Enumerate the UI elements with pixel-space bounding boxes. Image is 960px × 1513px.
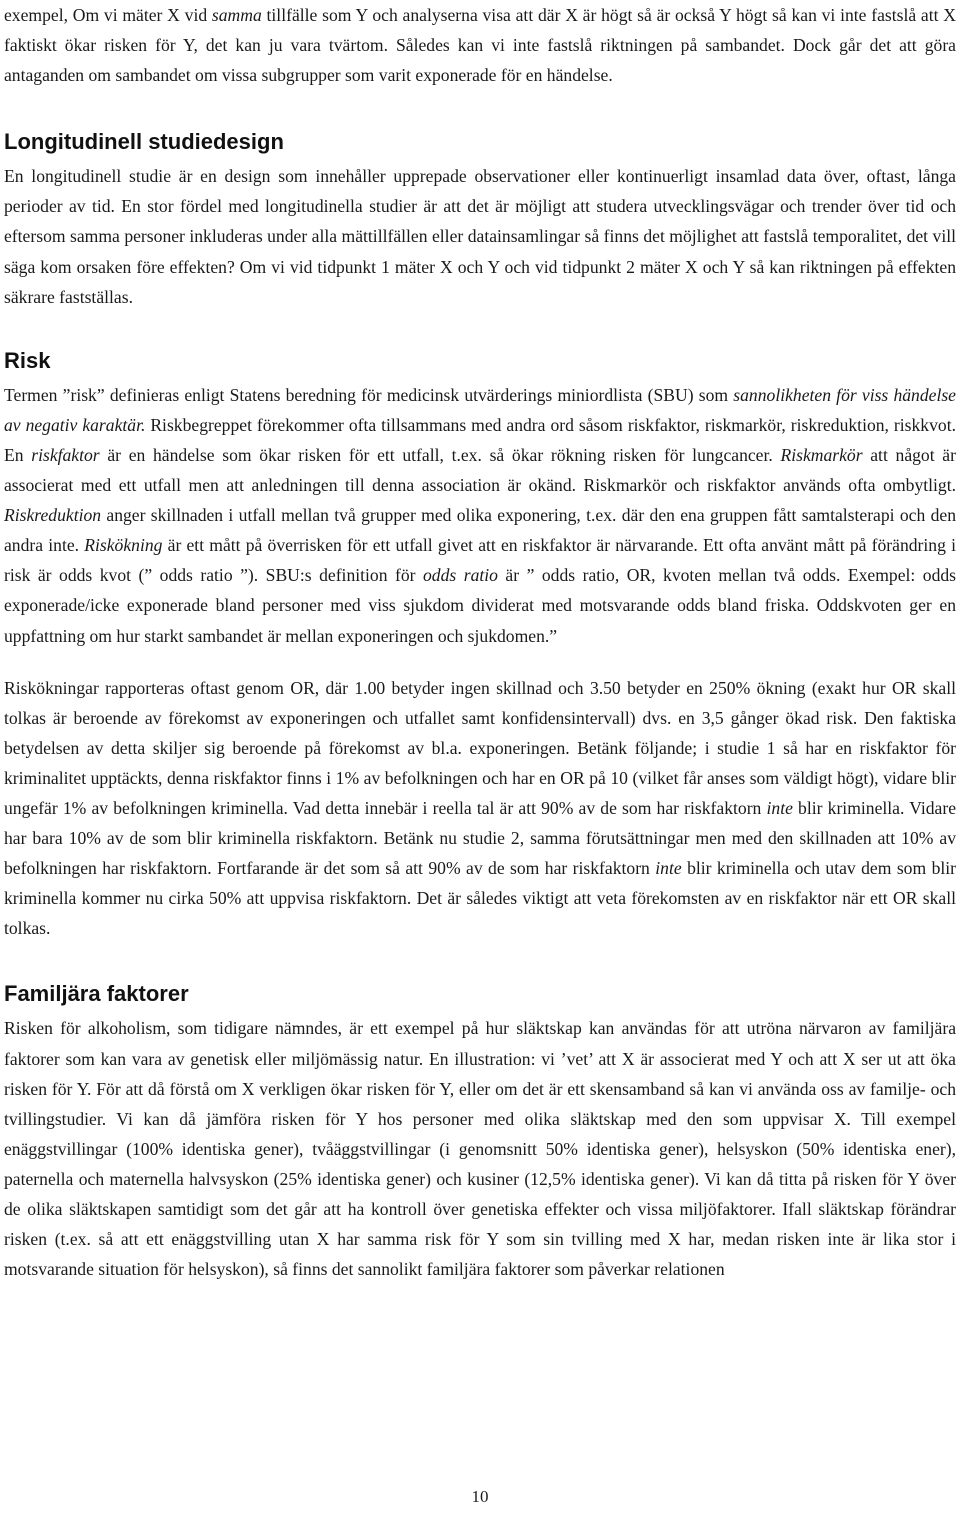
emphasis-riskokning: Riskökning [84,535,163,556]
risk-paragraph-2 [4,673,956,944]
emphasis-definition: sannolikheten för viss händelse av negativ karaktär. [4,384,956,435]
text-run: är ” odds ratio, OR, kvoten mellan två odds. Exempel: odds exponerade/icke exponerade bland personer med viss sjukdom dividerat med motsvarande odds bland friska. Oddskvoten ger en uppfattning om hur starkt sambandet är mellan exponeringen och sjukdomen.” [4,565,957,646]
heading-risk: Risk [4,347,51,373]
text-run: anger skillnaden i utfall mellan två grupper med olika exponering, t.ex. där den ena gruppen fått samtalsterapi och den andra inte. [4,505,956,556]
heading-longitudinal: Longitudinell studiedesign [4,129,284,155]
emphasis-riskfaktor: riskfaktor [31,444,100,465]
text-run: Riskökningar rapporteras oftast genom OR, där 1.00 betyder ingen skillnad och 3.50 betyder en 250% ökning (exakt hur OR skall tolkas är beroende av förekomst av exponeringen och utfallet samt konfidensintervall) dvs. en 3,5 gånger ökad risk. Den faktiska betydelsen av detta skiljer sig beroende på förekomst av bl.a. exponeringen. Betänk följande; i studie 1 så har en riskfaktor för kriminalitet upptäckts, denna riskfaktor finns i 1% av befolkningen och har en OR på 10 (vilket får anses som väldigt högt), vidare blir ungefär 1% av befolkningen kriminella. Vad detta innebär i reella tal är att 90% av de som har riskfaktorn [4,677,956,818]
risk-paragraph-1 [4,380,956,651]
emphasis-riskreduktion: Riskreduktion [4,505,102,526]
emphasis-odds-ratio: odds ratio [423,565,498,586]
longitudinal-paragraph: En longitudinell studie är en design som innehåller upprepade observationer eller kontinuerligt insamlad data över, oftast, långa perioder av tid. En stor fördel med longitudinella studier är att det är möjligt att studera utvecklingsvägar och trender över tid och eftersom samma personer inkluderas under alla mättillfällen eller datainsamlingar så finns det möjlighet att fastslå temporalitet, det vill säga kom orsaken före effekten? Om vi vid tidpunkt 1 mäter X och Y och vid tidpunkt 2 mäter X och Y så kan riktningen på effekten säkrare fastställas. [4,166,956,307]
family-paragraph: Risken för alkoholism, som tidigare nämndes, är ett exempel på hur släktskap kan användas för att utröna närvaron av familjära faktorer som kan vara av genetisk eller miljömässig natur. En illustration: vi ’vet’ att X är associerat med Y och att X ser ut att öka risken för Y. För att då förstå om X verkligen ökar risken för Y, eller om det är ett skensamband så kan vi använda oss av familje- och tvillingstudier. Vi kan då jämföra risken för Y hos personer med olika släktskap med den som uppvisar X. Till exempel enäggstvillingar (100% identiska gener), tvåäggstvillingar (i genomsnitt 50% identiska gener), helsyskon (50% identiska ener), paternella och maternella halvsyskon (25% identiska gener) och kusiner (12,5% identiska gener). Vi kan då titta på risken för Y över de olika släktskapen samtidigt som det går att ha kontroll över genetiska effekter och vissa miljöfaktorer. Ifall släktskap förändrar risken (t.ex. så att ett enäggstvilling utan X har samma risk för Y som sin tvilling med X har, medan risken inte är lika stor i motsvarande situation för helsyskon), så finns det sannolikt familjära faktorer som påverkar relationen [4,1018,956,1280]
emphasis-inte: inte [766,797,793,818]
text-run: är en händelse som ökar risken för ett utfall, t.ex. så ökar rökning risken för lungcancer. [99,444,781,465]
emphasis-inte: inte [655,858,682,879]
page-number: 10 [471,1487,489,1506]
text-run: blir kriminella. Vidare har bara 10% av de som blir kriminella riskfaktorn. Betänk nu studie 2, samma förutsättningar men med den skillnaden att 10% av befolkningen har riskfaktorn. Fortfarande är det som så att 90% av de som har riskfaktorn [4,797,957,879]
text-run: att något är associerat med ett utfall men att anledningen till denna association är okänd. Riskmarkör och riskfaktor används ofta ombytligt. [4,444,956,496]
text-run: blir kriminella och utav dem som blir kriminella kommer nu cirka 50% att uppvisa riskfaktorn. Det är således viktigt att veta förekomsten av en riskfaktor när ett OR skall tolkas. [4,858,956,939]
document-page [4,0,956,1284]
intro-paragraph [4,0,956,90]
text-run: exempel, Om vi mäter X vid [4,5,212,25]
text-run: är ett mått på överrisken för ett utfall givet att en riskfaktor är närvarande. Ett ofta använt mått på förändring i risk är odds kvot (” odds ratio ”). SBU:s definition för [4,535,956,586]
emphasis-riskmarkor: Riskmarkör [780,444,863,465]
heading-family: Familjära faktorer [4,981,189,1007]
text-run: Termen ”risk” definieras enligt Statens beredning för medicinsk utvärderings miniordlista (SBU) som [4,384,734,405]
text-run: tillfälle som Y och analyserna visa att där X är högt så är också Y högt så kan vi inte fastslå att X faktiskt ökar risken för Y, det kan ju vara tvärtom. Således kan vi inte fastslå riktningen på sambandet. Dock går det att göra antaganden om sambandet om vissa subgrupper som varit exponerade för en händelse. [4,5,956,86]
text-run: Riskbegreppet förekommer ofta tillsammans med andra ord såsom riskfaktor, riskmarkör, riskreduktion, riskkvot. En [4,414,956,465]
emphasis-samma: samma [211,5,262,25]
